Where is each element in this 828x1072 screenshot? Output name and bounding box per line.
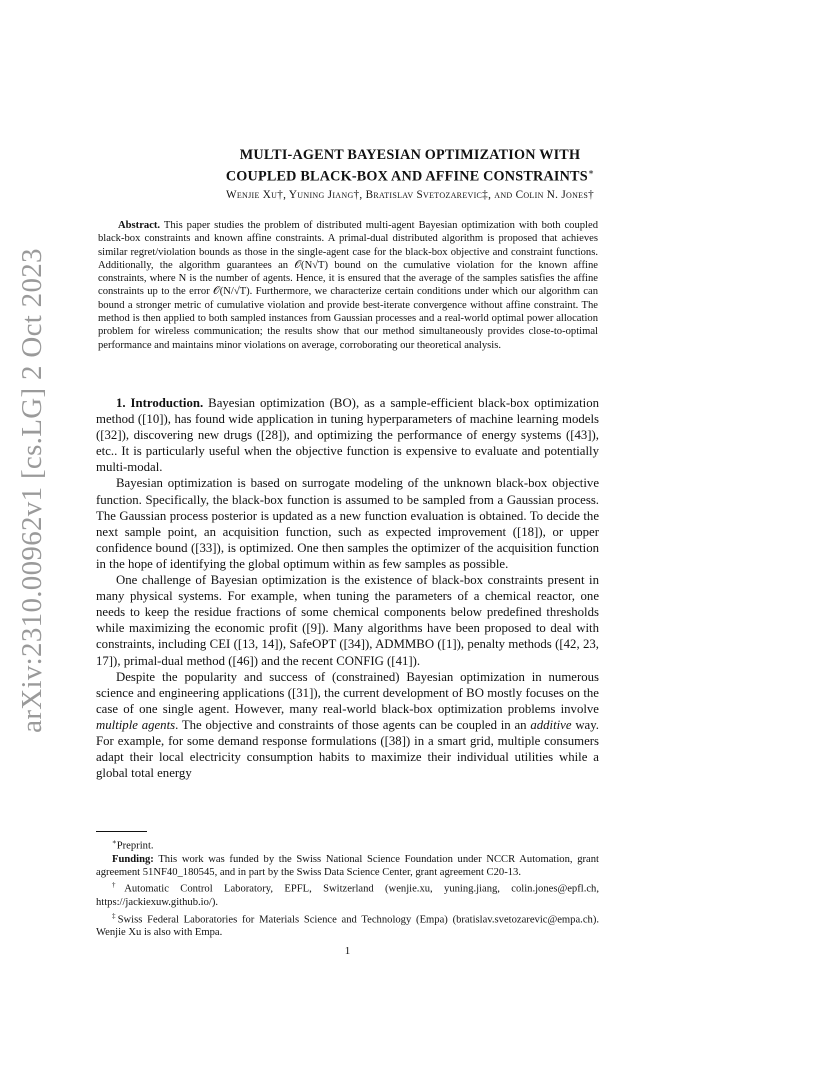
footnote-funding xyxy=(96,853,599,880)
title-footnote-mark: ∗ xyxy=(587,167,595,177)
footnote-ddagger-mark: ‡ xyxy=(112,911,118,920)
footnote-affiliation-epfl-text: Automatic Control Laboratory, EPFL, Switzerland (wenjie.xu, yuning.jiang, colin.jones@epfl.ch, https://jackiexuw.github.io/). xyxy=(96,883,599,909)
footnote-preprint-text: Preprint. xyxy=(116,840,154,852)
footnote-preprint-mark: ∗ xyxy=(112,838,117,846)
author-list: Wenjie Xu†, Yuning Jiang†, Bratislav Svetozarevic‡, and Colin N. Jones† xyxy=(226,189,594,201)
footnote-funding-label: Funding: xyxy=(112,853,154,865)
footnote-affiliation-empa xyxy=(96,910,599,940)
page-number: 1 xyxy=(344,945,351,957)
intro-paragraph-4-emphasis-2: additive xyxy=(530,717,572,732)
arxiv-watermark xyxy=(12,247,52,733)
abstract xyxy=(98,219,598,352)
title-line-2-text: COUPLED BLACK-BOX AND AFFINE CONSTRAINTS xyxy=(225,168,588,185)
intro-paragraph-2: Bayesian optimization is based on surrogate modeling of the unknown black-box objective function. Specifically, the black-box function is assumed to be sampled from a Gaussian process. The Gaussian process posterior is updated as a new function evaluation is obtained. To decide the next sample point, an acquisition function, such as expected improvement ([18]), or upper confidence bound ([33]), is optimized. One then samples the optimizer of the acquisition function in the hope of identifying the global optimum within as few samples as possible. xyxy=(96,476,599,571)
intro-paragraph-3-text: One challenge of Bayesian optimization is the existence of black-box constraints present in many physical systems. For example, when tuning the parameters of a chemical reactor, one needs to keep the residue fractions of some chemical components below predefined thresholds while maximizing the economic profit ([9]). Many algorithms have been proposed to deal with constraints, including CEI ([13, 14]), SafeOPT ([34]), ADMMBO ([1]), penalty methods ([42, 23, 17]), primal-dual method ([46]) and the recent CONFIG ([41]). xyxy=(96,573,599,668)
footnotes xyxy=(96,836,599,940)
abstract-label: Abstract. xyxy=(118,220,161,231)
abstract-text: This paper studies the problem of distributed multi-agent Bayesian optimization with both coupled black-box constraints and known affine constraints. A primal-dual distributed algorithm is proposed that achieves similar regret/violation bounds as those in the single-agent case for the black-box objective and constraint functions. Additionally, the algorithm guarantees an 𝒪(N√T) bound on the cumulative violation for the known affine constraints, where N is the number of agents. Hence, it is ensured that the average of the samples satisfies the affine constraints up to the error 𝒪(N/√T). Furthermore, we characterize certain conditions under which our algorithm can bound a stronger metric of cumulative violation and provide best-iterate convergence without affine constraint. The method is then applied to both sampled instances from Gaussian processes and a real-world optimal power allocation problem for wireless communication; the results show that our method simultaneously provides close-to-optimal performance and maintains minor violations on average, corroborating our theoretical analysis. xyxy=(98,220,598,351)
intro-paragraph-3 xyxy=(96,572,599,669)
intro-paragraph-4 xyxy=(96,669,599,782)
introduction-section xyxy=(96,395,599,781)
intro-paragraph-4-part-a: Despite the popularity and success of (constrained) Bayesian optimization in numerous science and engineering applications ([31]), the current development of BO mostly focuses on the case of one single agent. However, many real-world black-box optimization problems involve xyxy=(96,669,599,716)
footnote-affiliation-empa-text: Swiss Federal Laboratories for Materials Science and Technology (Empa) (bratislav.svetozarevic@empa.ch). Wenjie Xu is also with Empa. xyxy=(96,914,599,939)
section-heading: 1. Introduction. xyxy=(116,396,204,410)
arxiv-watermark-text: arXiv:2310.00962v1 [cs.LG] 2 Oct 2023 xyxy=(15,247,48,733)
intro-paragraph-4-emphasis-1: multiple agents xyxy=(96,717,176,732)
footnote-affiliation-epfl xyxy=(96,879,599,909)
footnote-preprint xyxy=(96,836,599,853)
intro-paragraph-4-part-c: way. For example, for some demand response formulations ([38]) in a smart grid, multiple consumers adapt their local electricity consumption habits to maximize their individual utilities while a global total energy xyxy=(96,717,600,781)
footnote-dagger-mark: † xyxy=(112,881,125,890)
footnote-funding-text: This work was funded by the Swiss National Science Foundation under NCCR Automation, grant agreement 51NF40_180545, and in part by the Swiss Data Science Center, grant agreement C20-13. xyxy=(96,853,599,879)
footnote-rule xyxy=(96,831,147,832)
paper-title xyxy=(150,147,670,186)
intro-paragraph-1 xyxy=(96,395,599,475)
intro-paragraph-4-part-b: . The objective and constraints of those agents can be coupled in an xyxy=(175,717,527,732)
intro-paragraph-1-text: Bayesian optimization (BO), as a sample-efficient black-box optimization method ([10]), has found wide application in tuning hyperparameters of machine learning models ([32]), discovering new drugs ([28]), and optimizing the performance of energy systems ([43]), etc.. It is particularly useful when the objective function is expensive to evaluate and potentially multi-modal. xyxy=(96,396,599,475)
title-line-2 xyxy=(150,164,670,186)
title-line-1: MULTI-AGENT BAYESIAN OPTIMIZATION WITH xyxy=(239,147,581,163)
